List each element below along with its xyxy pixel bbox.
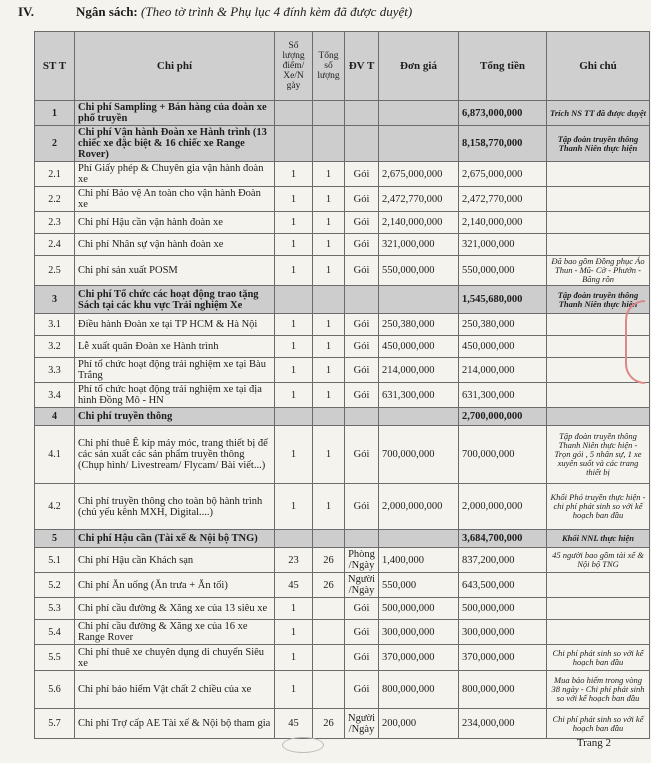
cell-total: 214,000,000: [459, 358, 547, 383]
col-total-qty: Tổng số lượng: [313, 32, 345, 101]
cell-price: 700,000,000: [379, 426, 459, 484]
cell-name: Chi phí Hậu cần vận hành đoàn xe: [75, 212, 275, 234]
section-number: IV.: [18, 4, 35, 19]
cell-stt: 3.1: [35, 314, 75, 336]
cell-unit: Gói: [345, 671, 379, 709]
cell-unit: Người /Ngày: [345, 573, 379, 598]
cell-name: Chi phí Ăn uống (Ăn trưa + Ăn tối): [75, 573, 275, 598]
cell-total-qty: [313, 598, 345, 620]
cell-total-qty: 1: [313, 426, 345, 484]
cell-name: Chi phí Hậu cần (Tài xế & Nội bộ TNG): [75, 530, 275, 548]
cell-qty: 1: [275, 256, 313, 286]
cell-note: Đã bao gồm Đồng phục Áo Thun - Mũ- Cờ - Phướn - Băng rôn: [547, 256, 650, 286]
cell-note: Trích NS TT đã được duyệt: [547, 101, 650, 126]
cell-name: Chi phí Vận hành Đoàn xe Hành trình (13 chiếc xe đặc biệt & 16 chiếc xe Range Rover): [75, 126, 275, 162]
cell-qty: 1: [275, 671, 313, 709]
cell-qty: 1: [275, 645, 313, 671]
table-group-row: [35, 101, 650, 126]
cell-total-qty: 1: [313, 358, 345, 383]
cell-qty: [275, 286, 313, 314]
cell-price: 800,000,000: [379, 671, 459, 709]
cell-name: Chi phí thuê xe chuyên dụng di chuyển Siêu xe: [75, 645, 275, 671]
cell-total-qty: 1: [313, 212, 345, 234]
cell-total-qty: [313, 101, 345, 126]
cell-qty: [275, 530, 313, 548]
cell-unit: Gói: [345, 484, 379, 530]
cell-unit: Gói: [345, 336, 379, 358]
budget-table: [34, 31, 650, 739]
table-row: [35, 162, 650, 187]
cell-unit: [345, 530, 379, 548]
cell-unit: [345, 408, 379, 426]
cell-qty: 1: [275, 383, 313, 408]
cell-price: 300,000,000: [379, 620, 459, 645]
cell-note: Khối NNL thực hiện: [547, 530, 650, 548]
table-group-row: [35, 286, 650, 314]
cell-qty: 1: [275, 598, 313, 620]
cell-total-qty: 1: [313, 336, 345, 358]
cell-total: 631,300,000: [459, 383, 547, 408]
cell-price: 214,000,000: [379, 358, 459, 383]
cell-note: [547, 598, 650, 620]
cell-price: [379, 101, 459, 126]
cell-qty: 1: [275, 162, 313, 187]
cell-unit: Gói: [345, 234, 379, 256]
cell-price: 370,000,000: [379, 645, 459, 671]
cell-note: Tập đoàn truyền thông Thanh Niên thực hiện - Trọn gói , 5 nhân sự, 1 xe xuyên suốt và các trang thiết bị: [547, 426, 650, 484]
cell-total: 234,000,000: [459, 709, 547, 739]
cell-name: Chi phí sản xuất POSM: [75, 256, 275, 286]
cell-qty: 1: [275, 484, 313, 530]
cell-unit: Gói: [345, 645, 379, 671]
cell-note: Tập đoàn truyền thông Thanh Niên thực hiện: [547, 286, 650, 314]
table-row: [35, 620, 650, 645]
cell-stt: 3.3: [35, 358, 75, 383]
section-heading: [18, 4, 412, 20]
cell-note: [547, 408, 650, 426]
cell-name: Phí tổ chức hoạt động trải nghiệm xe tại địa hình Đồng Mô - HN: [75, 383, 275, 408]
cell-unit: Người /Ngày: [345, 709, 379, 739]
cell-note: Chi phí phát sinh so với kế hoạch ban đầu: [547, 709, 650, 739]
cell-total: 6,873,000,000: [459, 101, 547, 126]
cell-total-qty: 26: [313, 548, 345, 573]
red-seal-edge: [625, 300, 645, 384]
cell-note: Mua bảo hiểm trong vòng 38 ngày - Chi phí phát sinh so với kế hoạch ban đầu: [547, 671, 650, 709]
cell-qty: [275, 408, 313, 426]
cell-stt: 3: [35, 286, 75, 314]
cell-unit: Gói: [345, 598, 379, 620]
col-name: Chi phí: [75, 32, 275, 101]
cell-total: 3,684,700,000: [459, 530, 547, 548]
cell-price: [379, 286, 459, 314]
table-row: [35, 671, 650, 709]
cell-price: 2,000,000,000: [379, 484, 459, 530]
cell-qty: [275, 126, 313, 162]
cell-unit: Gói: [345, 256, 379, 286]
cell-name: Chi phí Trợ cấp AE Tài xế & Nội bộ tham gia: [75, 709, 275, 739]
table-row: [35, 336, 650, 358]
col-stt: ST T: [35, 32, 75, 101]
cell-stt: 2.5: [35, 256, 75, 286]
cell-total-qty: 1: [313, 187, 345, 212]
section-subtitle: (Theo tờ trình & Phụ lục 4 đính kèm đã được duyệt): [141, 4, 413, 19]
table-row: [35, 234, 650, 256]
cell-note: Tập đoàn truyền thông Thanh Niên thực hiện: [547, 126, 650, 162]
cell-price: 631,300,000: [379, 383, 459, 408]
col-total: Tổng tiền: [459, 32, 547, 101]
cell-total-qty: 1: [313, 383, 345, 408]
cell-total: 300,000,000: [459, 620, 547, 645]
col-price: Đơn giá: [379, 32, 459, 101]
cell-qty: 1: [275, 234, 313, 256]
cell-name: Điều hành Đoàn xe tại TP HCM & Hà Nội: [75, 314, 275, 336]
table-row: [35, 383, 650, 408]
cell-unit: Gói: [345, 162, 379, 187]
table-group-row: [35, 530, 650, 548]
cell-name: Chi phí bảo hiểm Vật chất 2 chiều của xe: [75, 671, 275, 709]
cell-total-qty: [313, 530, 345, 548]
cell-stt: 2.4: [35, 234, 75, 256]
cell-qty: 1: [275, 358, 313, 383]
col-note: Ghi chú: [547, 32, 650, 101]
cell-total: 450,000,000: [459, 336, 547, 358]
cell-stt: 5.1: [35, 548, 75, 573]
cell-name: Chi phí Bảo vệ An toàn cho vận hành Đoàn xe: [75, 187, 275, 212]
cell-note: Chi phí phát sinh so với kế hoạch ban đầu: [547, 645, 650, 671]
cell-qty: 1: [275, 212, 313, 234]
table-row: [35, 548, 650, 573]
cell-total: 2,000,000,000: [459, 484, 547, 530]
cell-total: 2,700,000,000: [459, 408, 547, 426]
cell-name: Chi phí Hậu cần Khách sạn: [75, 548, 275, 573]
cell-note: [547, 162, 650, 187]
cell-qty: 1: [275, 187, 313, 212]
cell-total: 8,158,770,000: [459, 126, 547, 162]
cell-total: 2,472,770,000: [459, 187, 547, 212]
cell-stt: 5: [35, 530, 75, 548]
cell-note: 45 người bao gồm tài xế & Nội bộ TNG: [547, 548, 650, 573]
table-row: [35, 426, 650, 484]
cell-stt: 2.1: [35, 162, 75, 187]
cell-stt: 5.5: [35, 645, 75, 671]
page-number: Trang 2: [576, 737, 611, 749]
cell-price: 550,000,000: [379, 256, 459, 286]
cell-stt: 5.3: [35, 598, 75, 620]
cell-stt: 4: [35, 408, 75, 426]
cell-stt: 2.2: [35, 187, 75, 212]
cell-name: Chi phí cầu đường & Xăng xe của 16 xe Range Rover: [75, 620, 275, 645]
table-row: [35, 314, 650, 336]
cell-unit: Gói: [345, 426, 379, 484]
cell-price: 2,140,000,000: [379, 212, 459, 234]
cell-name: Chi phí truyền thông cho toàn bộ hành trình (chủ yếu kênh MXH, Digital....): [75, 484, 275, 530]
cell-price: [379, 530, 459, 548]
cell-total-qty: 1: [313, 234, 345, 256]
cell-total-qty: [313, 645, 345, 671]
table-row: [35, 573, 650, 598]
cell-name: Chi phí Sampling + Bán hàng của đoàn xe phố truyền: [75, 101, 275, 126]
cell-total-qty: [313, 620, 345, 645]
table-group-row: [35, 126, 650, 162]
cell-stt: 2: [35, 126, 75, 162]
faint-stamp: [282, 737, 324, 753]
cell-total: 370,000,000: [459, 645, 547, 671]
cell-total-qty: [313, 126, 345, 162]
cell-unit: [345, 126, 379, 162]
cell-total: 700,000,000: [459, 426, 547, 484]
cell-qty: 1: [275, 620, 313, 645]
cell-stt: 4.1: [35, 426, 75, 484]
table-row: [35, 358, 650, 383]
cell-name: Lễ xuất quân Đoàn xe Hành trình: [75, 336, 275, 358]
cell-note: [547, 573, 650, 598]
cell-note: [547, 212, 650, 234]
table-row: [35, 187, 650, 212]
cell-total: 2,675,000,000: [459, 162, 547, 187]
cell-unit: Gói: [345, 383, 379, 408]
cell-total-qty: 1: [313, 256, 345, 286]
cell-price: [379, 408, 459, 426]
cell-stt: 2.3: [35, 212, 75, 234]
cell-unit: Gói: [345, 314, 379, 336]
cell-price: 250,380,000: [379, 314, 459, 336]
col-unit: ĐV T: [345, 32, 379, 101]
cell-unit: [345, 101, 379, 126]
cell-unit: Gói: [345, 620, 379, 645]
cell-unit: [345, 286, 379, 314]
cell-note: Khối Phó truyền thực hiện - chi phí phát sinh so với kế hoạch ban đầu: [547, 484, 650, 530]
cell-stt: 3.2: [35, 336, 75, 358]
cell-name: Chi phí Tổ chức các hoạt động trao tặng Sách tại các khu vực Trải nghiệm Xe: [75, 286, 275, 314]
cell-qty: 1: [275, 314, 313, 336]
table-row: [35, 598, 650, 620]
cell-price: 500,000,000: [379, 598, 459, 620]
table-row: [35, 256, 650, 286]
cell-total: 250,380,000: [459, 314, 547, 336]
table-group-row: [35, 408, 650, 426]
cell-note: [547, 383, 650, 408]
cell-price: 450,000,000: [379, 336, 459, 358]
cell-name: Chi phí cầu đường & Xăng xe của 13 siêu xe: [75, 598, 275, 620]
cell-stt: 5.2: [35, 573, 75, 598]
cell-name: Phí Giấy phép & Chuyên gia vận hành đoàn xe: [75, 162, 275, 187]
cell-price: 321,000,000: [379, 234, 459, 256]
cell-qty: 23: [275, 548, 313, 573]
cell-qty: 1: [275, 426, 313, 484]
cell-name: Chi phí truyền thông: [75, 408, 275, 426]
cell-price: 2,675,000,000: [379, 162, 459, 187]
cell-total: 500,000,000: [459, 598, 547, 620]
cell-note: [547, 234, 650, 256]
cell-total-qty: 26: [313, 573, 345, 598]
cell-total-qty: [313, 408, 345, 426]
cell-total-qty: [313, 286, 345, 314]
table-header-row: [35, 32, 650, 101]
cell-qty: [275, 101, 313, 126]
table-row: [35, 645, 650, 671]
cell-total: 550,000,000: [459, 256, 547, 286]
cell-total-qty: 1: [313, 162, 345, 187]
cell-total-qty: 26: [313, 709, 345, 739]
cell-qty: 1: [275, 336, 313, 358]
cell-name: Phí tổ chức hoạt động trải nghiệm xe tại Bàu Trắng: [75, 358, 275, 383]
cell-price: [379, 126, 459, 162]
cell-name: Chi phí thuê Ê kíp máy móc, trang thiết bị để các sản xuất các sản phẩm truyền thông (Chụp hình/ Livestream/ Flycam/ Bài viết...): [75, 426, 275, 484]
cell-stt: 3.4: [35, 383, 75, 408]
cell-note: [547, 187, 650, 212]
cell-stt: 5.7: [35, 709, 75, 739]
table-row: [35, 212, 650, 234]
cell-unit: Gói: [345, 358, 379, 383]
cell-total: 643,500,000: [459, 573, 547, 598]
cell-unit: Gói: [345, 212, 379, 234]
cell-price: 2,472,770,000: [379, 187, 459, 212]
cell-stt: 5.6: [35, 671, 75, 709]
cell-total: 837,200,000: [459, 548, 547, 573]
table-row: [35, 709, 650, 739]
cell-total: 1,545,680,000: [459, 286, 547, 314]
cell-total-qty: 1: [313, 314, 345, 336]
col-qty: Số lượng điểm/ Xe/N gày: [275, 32, 313, 101]
table-row: [35, 484, 650, 530]
cell-total: 321,000,000: [459, 234, 547, 256]
cell-unit: Phòng /Ngày: [345, 548, 379, 573]
cell-stt: 5.4: [35, 620, 75, 645]
cell-price: 550,000: [379, 573, 459, 598]
cell-note: [547, 620, 650, 645]
cell-total: 800,000,000: [459, 671, 547, 709]
cell-qty: 45: [275, 709, 313, 739]
cell-stt: 1: [35, 101, 75, 126]
cell-total-qty: 1: [313, 484, 345, 530]
cell-qty: 45: [275, 573, 313, 598]
cell-name: Chi phí Nhân sự vận hành đoàn xe: [75, 234, 275, 256]
cell-total-qty: [313, 671, 345, 709]
section-title: Ngân sách:: [76, 4, 138, 19]
cell-price: 1,400,000: [379, 548, 459, 573]
cell-total: 2,140,000,000: [459, 212, 547, 234]
cell-price: 200,000: [379, 709, 459, 739]
cell-unit: Gói: [345, 187, 379, 212]
cell-stt: 4.2: [35, 484, 75, 530]
